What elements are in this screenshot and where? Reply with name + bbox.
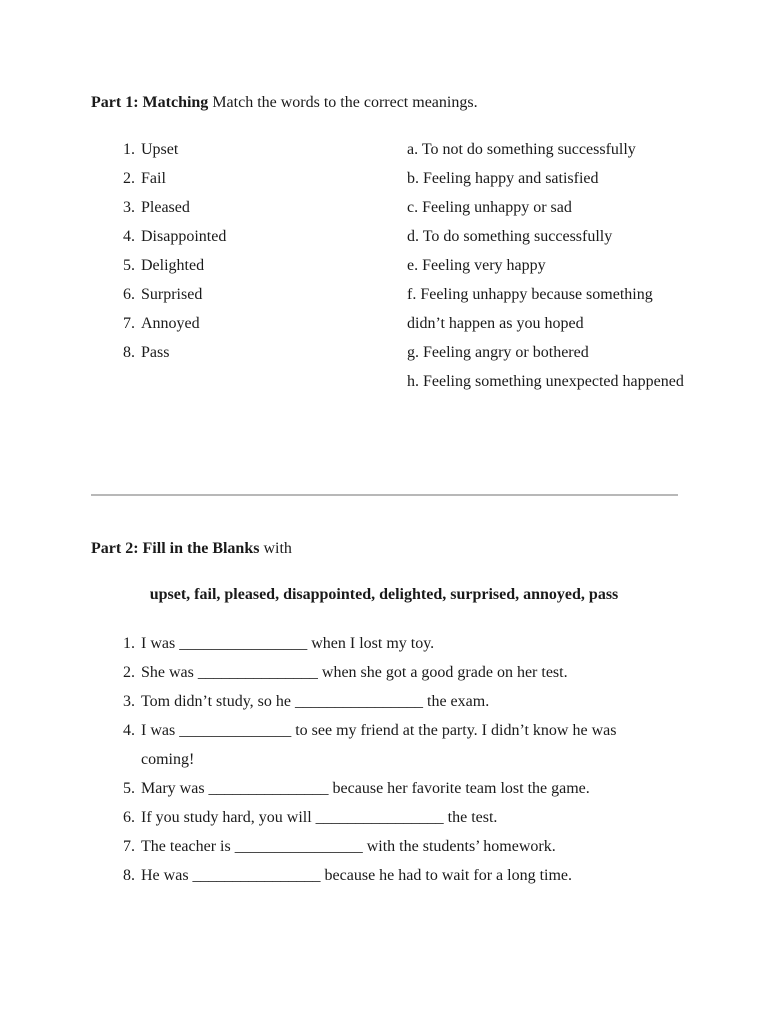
word-item [105, 193, 365, 222]
sentence-text: I was ______________ to see my friend at the party. I didn’t know he was coming! [141, 722, 617, 768]
word-number: 6. [123, 286, 135, 303]
meaning-item: d. To do something successfully [407, 228, 613, 245]
word-item [105, 309, 365, 338]
word-bank: upset, fail, pleased, disappointed, delighted, surprised, annoyed, pass [149, 586, 619, 603]
meaning-item: b. Feeling happy and satisfied [407, 170, 599, 187]
sentence-text: Tom didn’t study, so he ________________ the exam. [141, 693, 490, 710]
sentence-number: 6. [123, 809, 135, 826]
sentence-number: 7. [123, 838, 135, 855]
part2-heading [91, 539, 292, 559]
meaning-item: c. Feeling unhappy or sad [407, 199, 572, 216]
word-number: 4. [123, 228, 135, 245]
sentence-item [105, 658, 645, 687]
meaning-item: f. Feeling unhappy because something didn’t happen as you hoped [407, 286, 653, 332]
sentence-text: The teacher is ________________ with the students’ homework. [141, 838, 556, 855]
sentence-item [105, 774, 645, 803]
part2-heading-instruction: with [259, 540, 292, 557]
word-text: Upset [141, 141, 179, 158]
word-number: 1. [123, 141, 135, 158]
sentence-text: He was ________________ because he had to wait for a long time. [141, 867, 573, 884]
sentence-number: 4. [123, 722, 135, 739]
meaning-item: h. Feeling something unexpected happened [407, 373, 684, 390]
word-number: 2. [123, 170, 135, 187]
sentence-number: 5. [123, 780, 135, 797]
part2-heading-title: Part 2: Fill in the Blanks [91, 540, 260, 557]
sentence-item [105, 861, 645, 890]
section-divider [91, 494, 678, 496]
fill-in-blanks-list [105, 629, 645, 890]
meaning-item: a. To not do something successfully [407, 141, 636, 158]
sentence-text: Mary was _______________ because her favorite team lost the game. [141, 780, 590, 797]
word-item [105, 280, 365, 309]
word-text: Disappointed [141, 228, 227, 245]
word-text: Pass [141, 344, 170, 361]
word-number: 5. [123, 257, 135, 274]
sentence-number: 2. [123, 664, 135, 681]
word-item [105, 164, 365, 193]
word-item [105, 222, 365, 251]
part1-heading-title: Part 1: Matching [91, 94, 209, 111]
sentence-number: 8. [123, 867, 135, 884]
word-item [105, 135, 365, 164]
sentence-text: If you study hard, you will ________________ the test. [141, 809, 498, 826]
word-text: Annoyed [141, 315, 200, 332]
word-number: 7. [123, 315, 135, 332]
matching-words-list [105, 135, 365, 367]
word-text: Surprised [141, 286, 203, 303]
word-text: Pleased [141, 199, 190, 216]
sentence-item [105, 803, 645, 832]
sentence-text: I was ________________ when I lost my toy. [141, 635, 435, 652]
word-item [105, 338, 365, 367]
meaning-item: g. Feeling angry or bothered [407, 344, 589, 361]
sentence-item [105, 687, 645, 716]
sentence-number: 1. [123, 635, 135, 652]
sentence-item [105, 716, 645, 774]
word-number: 3. [123, 199, 135, 216]
word-text: Fail [141, 170, 166, 187]
part1-heading-instruction: Match the words to the correct meanings. [208, 94, 478, 111]
sentence-number: 3. [123, 693, 135, 710]
part1-heading [91, 93, 478, 113]
word-text: Delighted [141, 257, 205, 274]
sentence-item [105, 629, 645, 658]
meaning-item: e. Feeling very happy [407, 257, 546, 274]
sentence-text: She was _______________ when she got a good grade on her test. [141, 664, 568, 681]
word-number: 8. [123, 344, 135, 361]
word-item [105, 251, 365, 280]
sentence-item [105, 832, 645, 861]
meanings-list [407, 135, 687, 396]
